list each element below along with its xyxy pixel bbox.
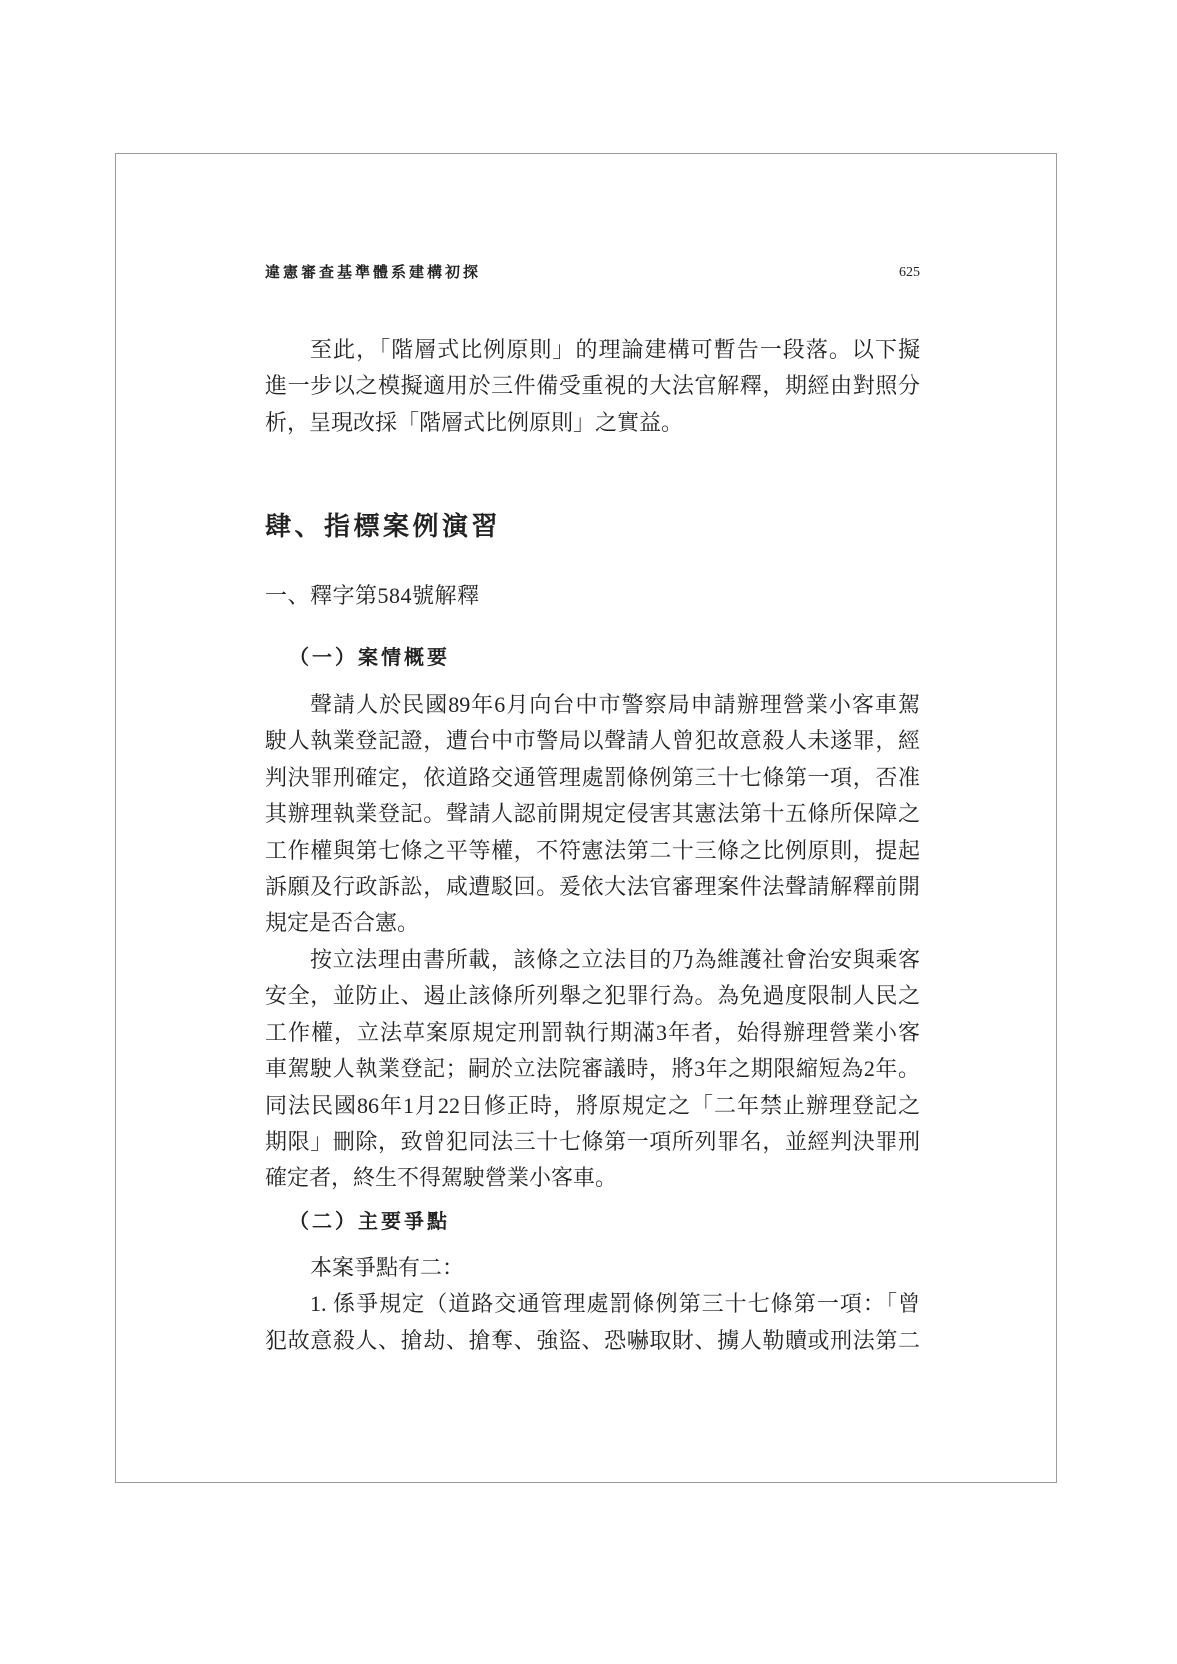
text-line: 訴願及行政訴訟，咸遭駁回。爰依大法官審理案件法聲請解釋前開 bbox=[265, 873, 920, 899]
intro-paragraph bbox=[265, 332, 920, 441]
issues-paragraph-2 bbox=[265, 1286, 920, 1359]
text-line: 聲請人於民國89年6月向台中市警察局申請辦理營業小客車駕 bbox=[310, 692, 920, 717]
subsection-heading: 一、釋字第584號解釋 bbox=[265, 583, 480, 608]
text-line: 進一步以之模擬適用於三件備受重視的大法官解釋，期經由對照分 bbox=[265, 373, 920, 399]
text-line: 至此，「階層式比例原則」的理論建構可暫告一段落。以下擬 bbox=[310, 337, 920, 362]
text-line: 確定者，終生不得駕駛營業小客車。 bbox=[265, 1165, 618, 1191]
text-line: 期限」刪除，致曾犯同法三十七條第一項所列罪名，並經判決罪刑 bbox=[265, 1128, 920, 1154]
facts-heading: （一）案情概要 bbox=[289, 647, 450, 669]
text-line: 本案爭點有二： bbox=[310, 1255, 465, 1280]
text-line: 犯故意殺人、搶劫、搶奪、強盜、恐嚇取財、擄人勒贖或刑法第二 bbox=[265, 1327, 920, 1353]
text-line: 車駕駛人執業登記；嗣於立法院審議時，將3年之期限縮短為2年。 bbox=[265, 1056, 920, 1082]
text-line: 工作權，立法草案原規定刑罰執行期滿3年者，始得辦理營業小客 bbox=[265, 1019, 920, 1045]
page-number: 625 bbox=[899, 265, 920, 280]
text-line: 規定是否合憲。 bbox=[265, 910, 420, 936]
text-line: 按立法理由書所載，該條之立法目的乃為維護社會治安與乘客 bbox=[310, 947, 920, 972]
running-title: 違憲審查基準體系建構初探 bbox=[265, 265, 482, 281]
issues-paragraph-1 bbox=[265, 1250, 920, 1286]
text-line: 安全，並防止、遏止該條所列舉之犯罪行為。為免過度限制人民之 bbox=[265, 983, 920, 1009]
text-line: 工作權與第七條之平等權，不符憲法第二十三條之比例原則，提起 bbox=[265, 837, 920, 863]
text-line: 駛人執業登記證，遭台中市警局以聲請人曾犯故意殺人未遂罪，經 bbox=[265, 728, 920, 754]
facts-paragraph-1 bbox=[265, 687, 920, 942]
section-heading: 肆、指標案例演習 bbox=[265, 512, 502, 541]
text-line: 1. 係爭規定（道路交通管理處罰條例第三十七條第一項：「曾 bbox=[310, 1291, 920, 1317]
text-line: 析，呈現改採「階層式比例原則」之實益。 bbox=[265, 409, 684, 435]
text-line: 其辦理執業登記。聲請人認前開規定侵害其憲法第十五條所保障之 bbox=[265, 801, 920, 827]
facts-paragraph-2 bbox=[265, 942, 920, 1197]
text-line: 同法民國86年1月22日修正時，將原規定之「二年禁止辦理登記之 bbox=[265, 1092, 920, 1118]
text-line: 判決罪刑確定，依道路交通管理處罰條例第三十七條第一項，否准 bbox=[265, 764, 920, 790]
issues-heading: （二）主要爭點 bbox=[289, 1211, 450, 1233]
